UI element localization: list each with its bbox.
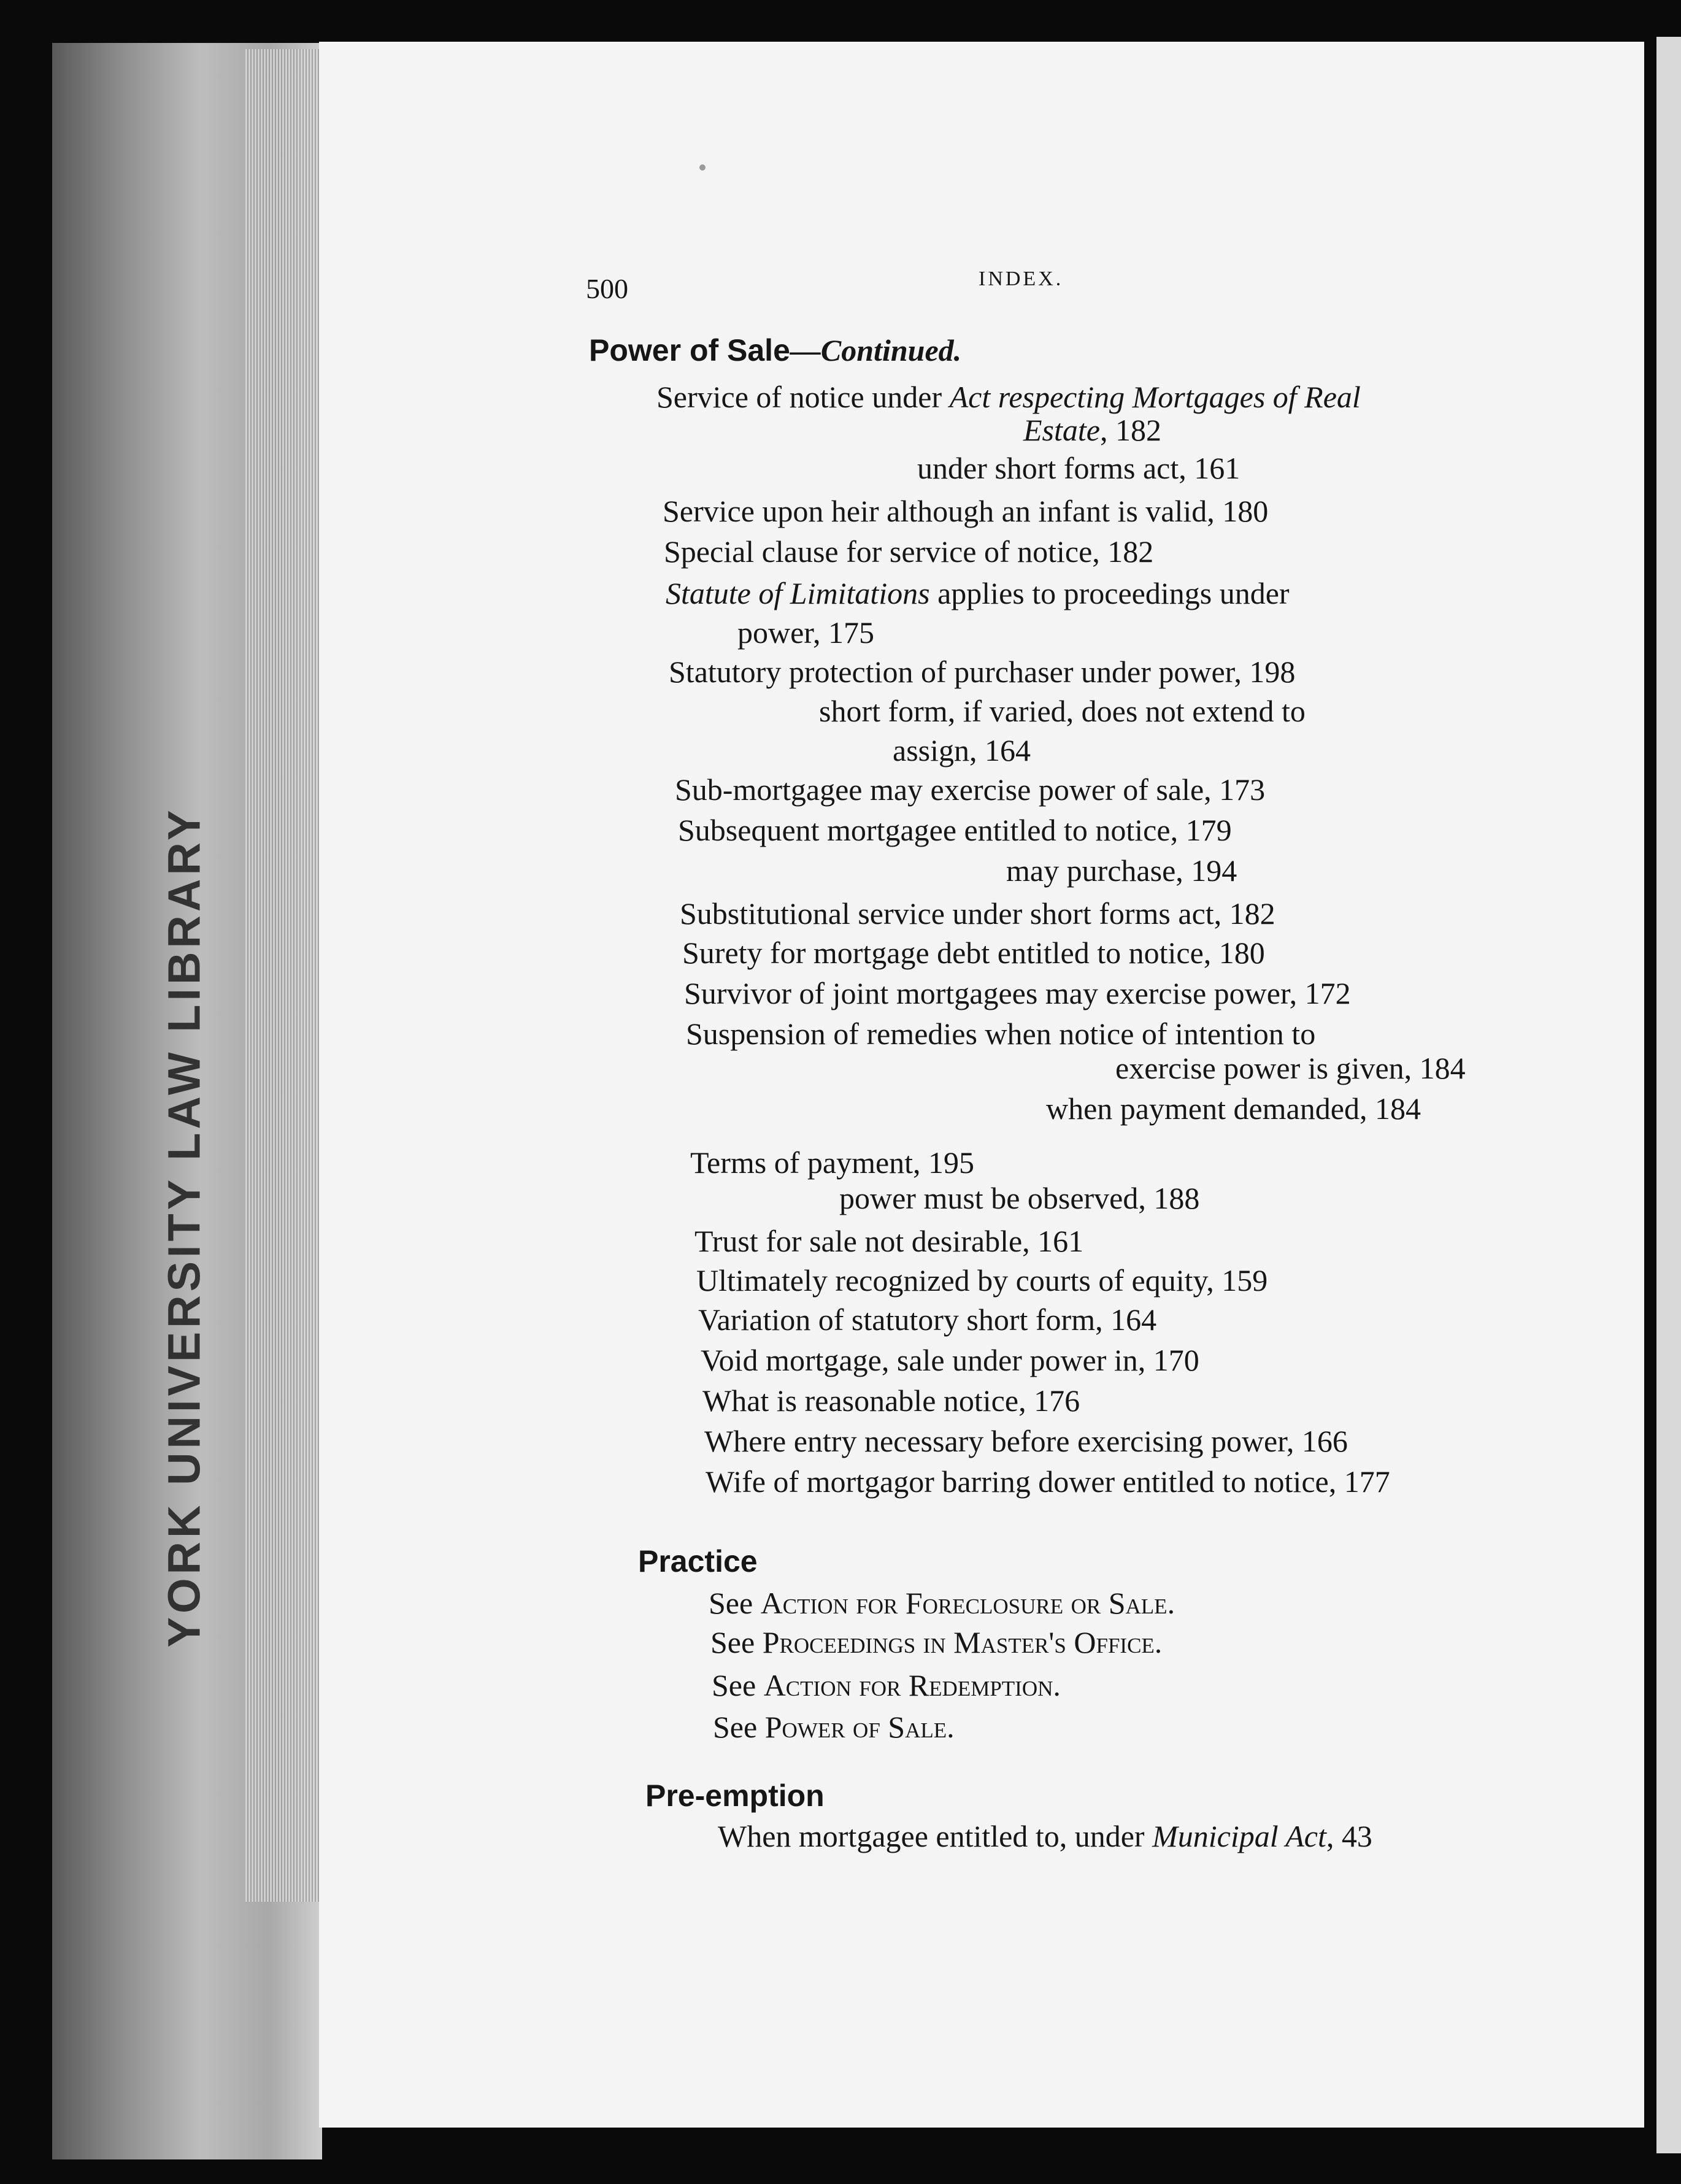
index-entry: What is reasonable notice, 176 [702, 1383, 1080, 1418]
index-entry: assign, 164 [893, 733, 1031, 767]
index-entry: Service upon heir although an infant is valid, 180 [663, 494, 1269, 528]
index-entry: Survivor of joint mortgagees may exercise power, 172 [684, 976, 1351, 1010]
index-entry: When mortgagee entitled to, under Municipal Act, 43 [718, 1819, 1372, 1853]
cross-reference: See Action for Foreclosure or Sale. [709, 1586, 1175, 1620]
index-entry: Trust for sale not desirable, 161 [694, 1224, 1084, 1258]
cross-reference: See Proceedings in Master's Office. [710, 1625, 1163, 1659]
index-entry: under short forms act, 161 [917, 451, 1241, 485]
page-number: 500 [586, 273, 628, 304]
ink-speck [699, 164, 706, 171]
index-entry: Variation of statutory short form, 164 [698, 1302, 1157, 1337]
library-stamp: YORK UNIVERSITY LAW LIBRARY [158, 806, 210, 1648]
index-entry: Terms of payment, 195 [690, 1145, 975, 1180]
section-heading-practice: Practice [638, 1544, 758, 1578]
index-entry: Service of notice under Act respecting Mortgages of Real [656, 380, 1361, 414]
index-entry: may purchase, 194 [1006, 853, 1237, 888]
next-page-edge [1656, 37, 1681, 2153]
index-entry: Special clause for service of notice, 182 [664, 534, 1154, 569]
section-heading-power-of-sale: Power of Sale—Continued. [589, 333, 962, 367]
index-entry: Substitutional service under short forms act, 182 [680, 896, 1275, 931]
index-entry: Void mortgage, sale under power in, 170 [701, 1343, 1199, 1377]
index-entry: Where entry necessary before exercising power, 166 [704, 1424, 1348, 1458]
index-entry: when payment demanded, 184 [1046, 1091, 1421, 1126]
index-entry: Wife of mortgagor barring dower entitled to notice, 177 [706, 1464, 1390, 1499]
cross-reference: See Power of Sale. [713, 1710, 955, 1744]
index-entry: Subsequent mortgagee entitled to notice, 179 [678, 813, 1232, 847]
index-entry: Estate, 182 [1023, 413, 1161, 447]
section-heading-pre-emption: Pre-emption [645, 1778, 825, 1813]
index-entry: Sub-mortgagee may exercise power of sale, 173 [675, 772, 1266, 807]
page-edges [245, 49, 325, 1902]
index-entry: Surety for mortgage debt entitled to notice, 180 [682, 936, 1265, 970]
index-entry: short form, if varied, does not extend to [819, 694, 1306, 728]
index-entry: Statute of Limitations applies to proceedings under [666, 576, 1290, 610]
index-entry: power, 175 [737, 615, 874, 650]
running-head: INDEX. [979, 267, 1064, 290]
cross-reference: See Action for Redemption. [712, 1668, 1061, 1702]
index-entry: Statutory protection of purchaser under power, 198 [669, 655, 1296, 689]
index-entry: Ultimately recognized by courts of equity, 159 [696, 1263, 1268, 1298]
index-entry: Suspension of remedies when notice of intention to [686, 1017, 1316, 1051]
index-entry: exercise power is given, 184 [1115, 1051, 1466, 1085]
index-entry: power must be observed, 188 [839, 1181, 1200, 1215]
